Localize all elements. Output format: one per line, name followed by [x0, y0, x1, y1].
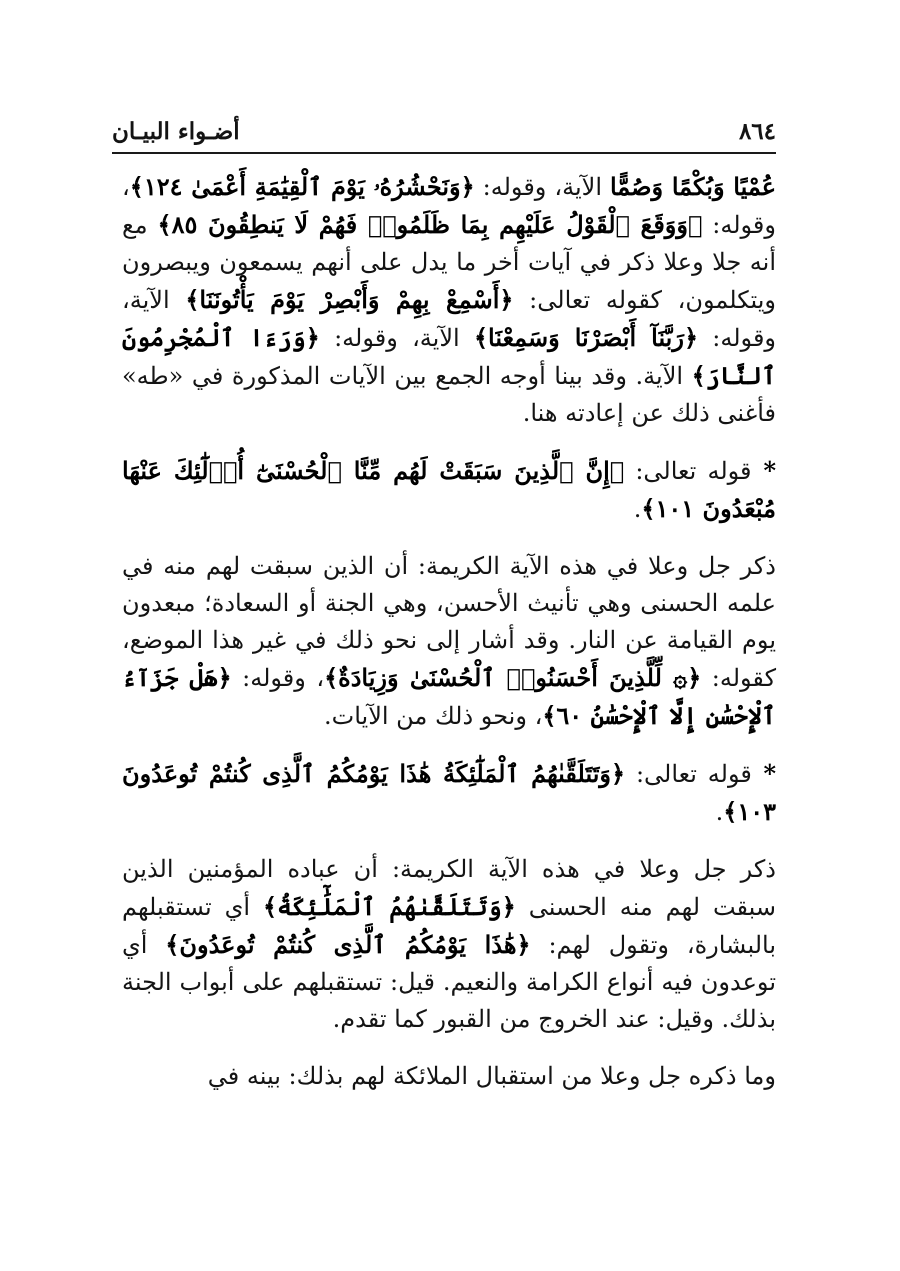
quran-quote: ﴿إِنَّ ٱلَّذِينَ سَبَقَتْ لَهُم مِّنَّا ٱلْحُسْنَىٰٓ أُو۟لَٰٓئِكَ عَنْهَا مُبْعَدُونَ ١٠١﴾ — [122, 456, 776, 523]
quran-quote: ﴿وَنَحْشُرُهُۥ يَوْمَ ٱلْقِيَٰمَةِ أَعْمَىٰ ١٢٤﴾ — [129, 172, 475, 201]
quran-quote: ﴿وَوَقَعَ ٱلْقَوْلُ عَلَيْهِم بِمَا ظَلَمُوا۟ فَهُمْ لَا يَنطِقُونَ ٨٥﴾ — [157, 210, 703, 239]
body-text: ، ونحو ذلك من الآيات. — [323, 702, 543, 730]
body-text: ذكر جل وعلا في هذه الآية الكريمة: أن عباده المؤمنين الذين سبقت لهم منه الحسنى — [122, 855, 777, 921]
body-text: الآية، وقوله: — [474, 173, 610, 201]
body-text: الآية، وقوله: — [122, 286, 777, 352]
book-title: أضـواء البيـان — [112, 118, 240, 145]
body-text: ذكر جل وعلا في هذه الآية الكريمة: أن الذين سبقت لهم منه في علمه الحسنى وهي تأنيث الأحسن، وهي الجنة أو السعادة؛ مبعدون يوم القيامة عن النار. وقد أشار إلى نحو ذلك في غير هذا الموضع، كقوله: — [122, 552, 776, 692]
body-text: . — [633, 495, 642, 523]
page-header — [112, 108, 776, 154]
paragraph — [122, 1058, 776, 1095]
paragraph — [122, 851, 776, 1038]
quran-quote: ﴿وَتَتَلَقَّىٰهُمُ ٱلْمَلَٰٓئِكَةُ﴾ — [263, 892, 516, 921]
section-marker: * — [751, 759, 776, 788]
page-number: ٨٦٤ — [738, 118, 776, 145]
body-text: قوله تعالى: — [625, 760, 752, 788]
body-text: الآية، وقوله: — [319, 324, 474, 352]
quran-quote: ﴿وَرَءَا ٱلْمُجْرِمُونَ ٱلنَّارَ﴾ — [122, 323, 776, 390]
page-body — [122, 168, 776, 1095]
section-marker: * — [751, 456, 777, 485]
quran-quote: ﴿هَٰذَا يَوْمُكُمُ ٱلَّذِى كُنتُمْ تُوعَدُونَ﴾ — [165, 930, 531, 959]
body-text: وما ذكره جل وعلا من استقبال الملائكة لهم بذلك: بينه في — [207, 1062, 776, 1090]
quran-quote: ﴿هَلْ جَزَآءُ ٱلْإِحْسَٰنِ إِلَّا ٱلْإِحْسَٰنُ ٦٠﴾ — [122, 663, 776, 730]
quran-quote: ﴿رَبَّنَآ أَبْصَرْنَا وَسَمِعْنَا﴾ — [473, 323, 699, 352]
paragraph — [122, 452, 776, 528]
quran-quote: ﴿وَتَتَلَقَّىٰهُمُ ٱلْمَلَٰٓئِكَةُ هَٰذَا يَوْمُكُمُ ٱلَّذِى كُنتُمْ تُوعَدُونَ ١٠٣﴾ — [122, 759, 776, 826]
body-text: قوله تعالى: — [624, 457, 752, 485]
body-text: الآية. وقد بينا أوجه الجمع بين الآيات المذكورة في «طه» فأغنى ذلك عن إعادته هنا. — [122, 362, 776, 427]
body-text: أي توعدون فيه أنواع الكرامة والنعيم. قيل: تستقبلهم على أبواب الجنة بذلك. وقيل: عند الخروج من القبور كما تقدم. — [122, 931, 776, 1033]
quran-quote: عُمْيًا وَبُكْمًا وَصُمًّا — [609, 172, 777, 201]
paragraph — [122, 548, 776, 735]
body-text: ، وقوله: — [231, 664, 325, 692]
paragraph — [122, 168, 776, 432]
quran-quote: ﴿أَسْمِعْ بِهِمْ وَأَبْصِرْ يَوْمَ يَأْتُونَنَا﴾ — [185, 285, 514, 314]
body-text: مع أنه جلا وعلا ذكر في آيات أخر ما يدل على أنهم يسمعون ويبصرون ويتكلمون، كقوله تعالى: — [122, 211, 777, 314]
body-text: . — [715, 798, 724, 826]
body-text: ، وقوله: — [122, 173, 776, 239]
body-text: أي تستقبلهم بالبشارة، وتقول لهم: — [122, 893, 776, 959]
paragraph — [122, 755, 776, 831]
quran-quote: ﴿۞ لِّلَّذِينَ أَحْسَنُوا۟ ٱلْحُسْنَىٰ وَزِيَادَةٌ﴾ — [324, 663, 702, 692]
